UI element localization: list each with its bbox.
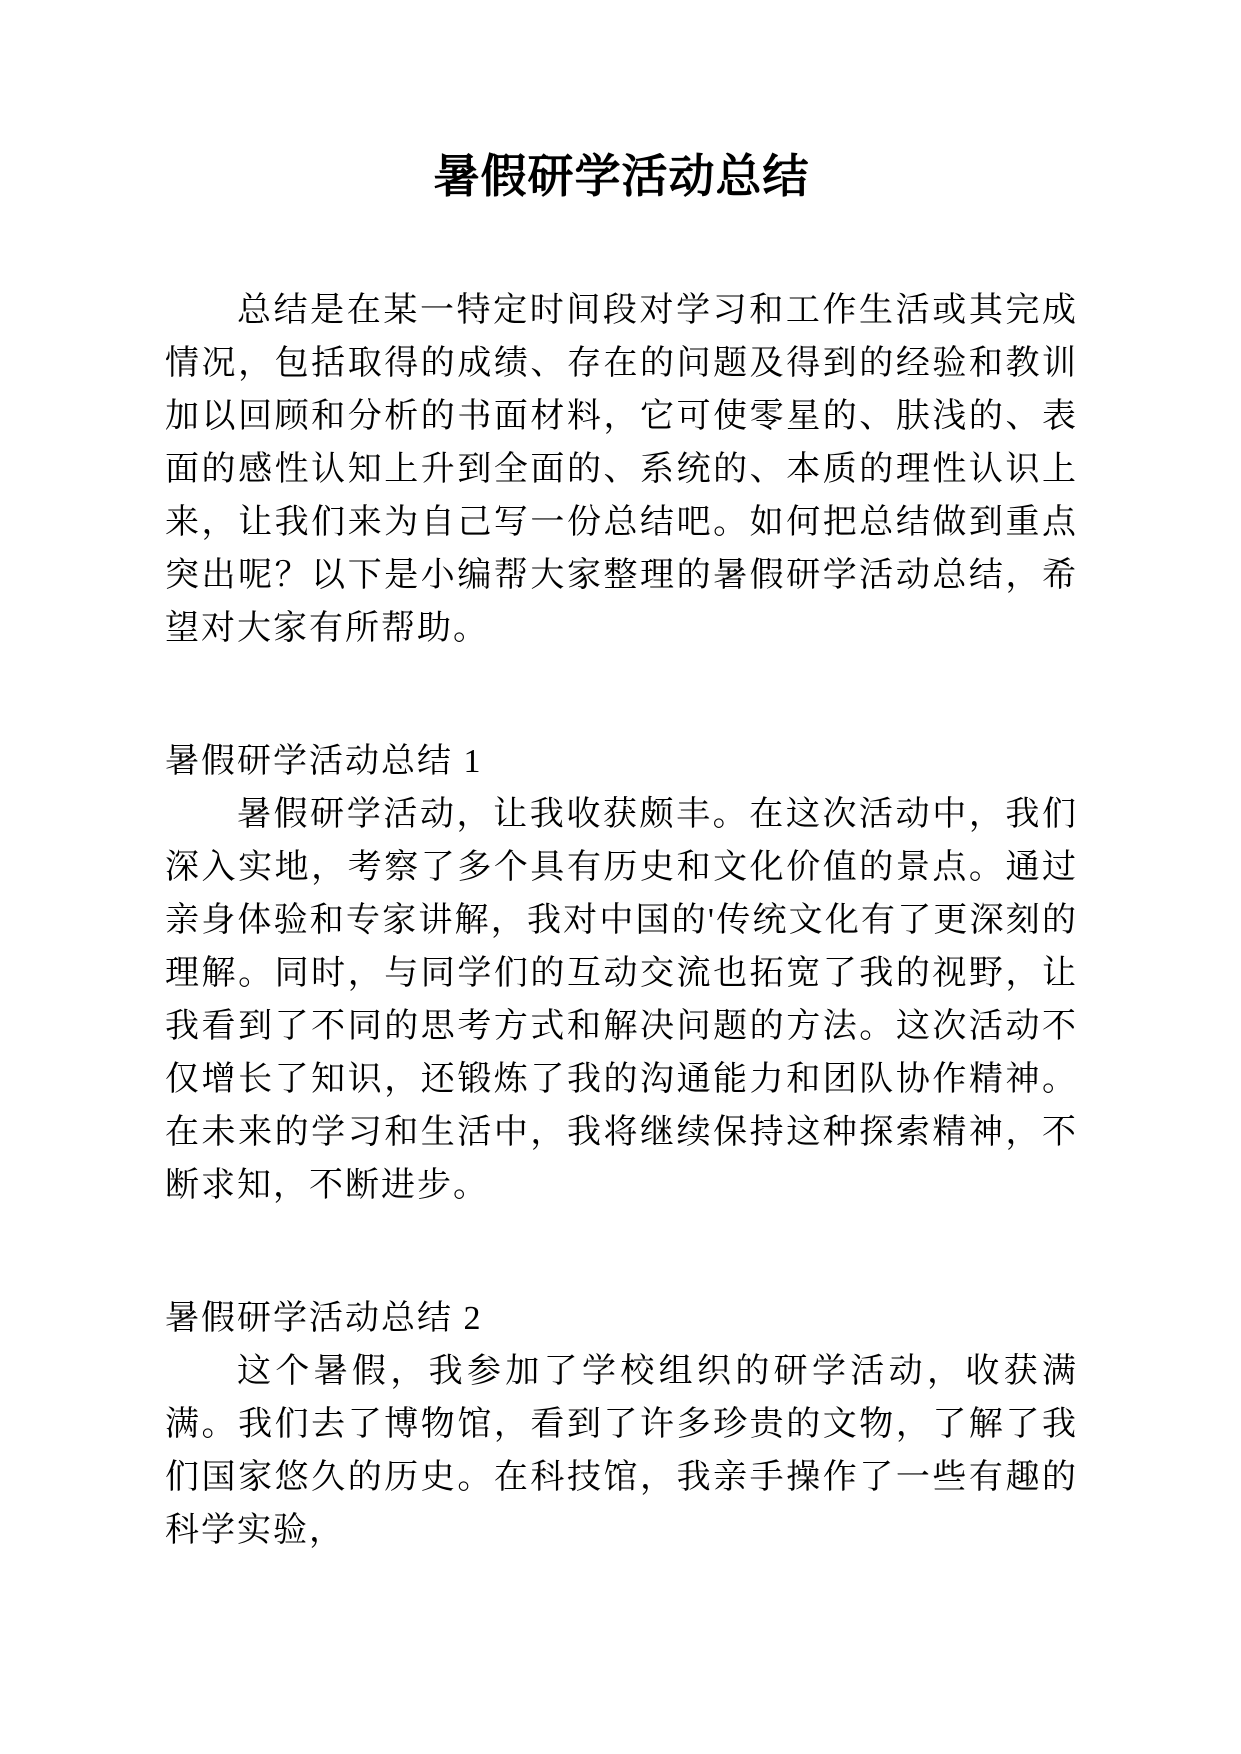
section-1-paragraph: 暑假研学活动，让我收获颇丰。在这次活动中，我们深入实地，考察了多个具有历史和文化价值的景点。通过亲身体验和专家讲解，我对中国的'传统文化有了更深刻的理解。同时，与同学们的互动交流也拓宽了我的视野，让我看到了不同的思考方式和解决问题的方法。这次活动不仅增长了知识，还锻炼了我的沟通能力和团队协作精神。在未来的学习和生活中，我将继续保持这种探索精神，不断求知，不断进步。	[165, 796, 1078, 1204]
section-1-heading: 暑假研学活动总结 1	[165, 743, 483, 780]
section-2-heading: 暑假研学活动总结 2	[165, 1300, 483, 1337]
section-2-paragraph: 这个暑假，我参加了学校组织的研学活动，收获满满。我们去了博物馆，看到了许多珍贵的文物，了解了我们国家悠久的历史。在科技馆，我亲手操作了一些有趣的科学实验，	[165, 1353, 1078, 1549]
document-title: 暑假研学活动总结	[433, 151, 810, 202]
intro-paragraph: 总结是在某一特定时间段对学习和工作生活或其完成情况，包括取得的成绩、存在的问题及得到的经验和教训加以回顾和分析的书面材料，它可使零星的、肤浅的、表面的感性认知上升到全面的、系统的、本质的理性认识上来，让我们来为自己写一份总结吧。如何把总结做到重点突出呢？以下是小编帮大家整理的暑假研学活动总结，希望对大家有所帮助。	[165, 292, 1078, 647]
section-2	[165, 1292, 1078, 1557]
section-1	[165, 735, 1078, 1212]
